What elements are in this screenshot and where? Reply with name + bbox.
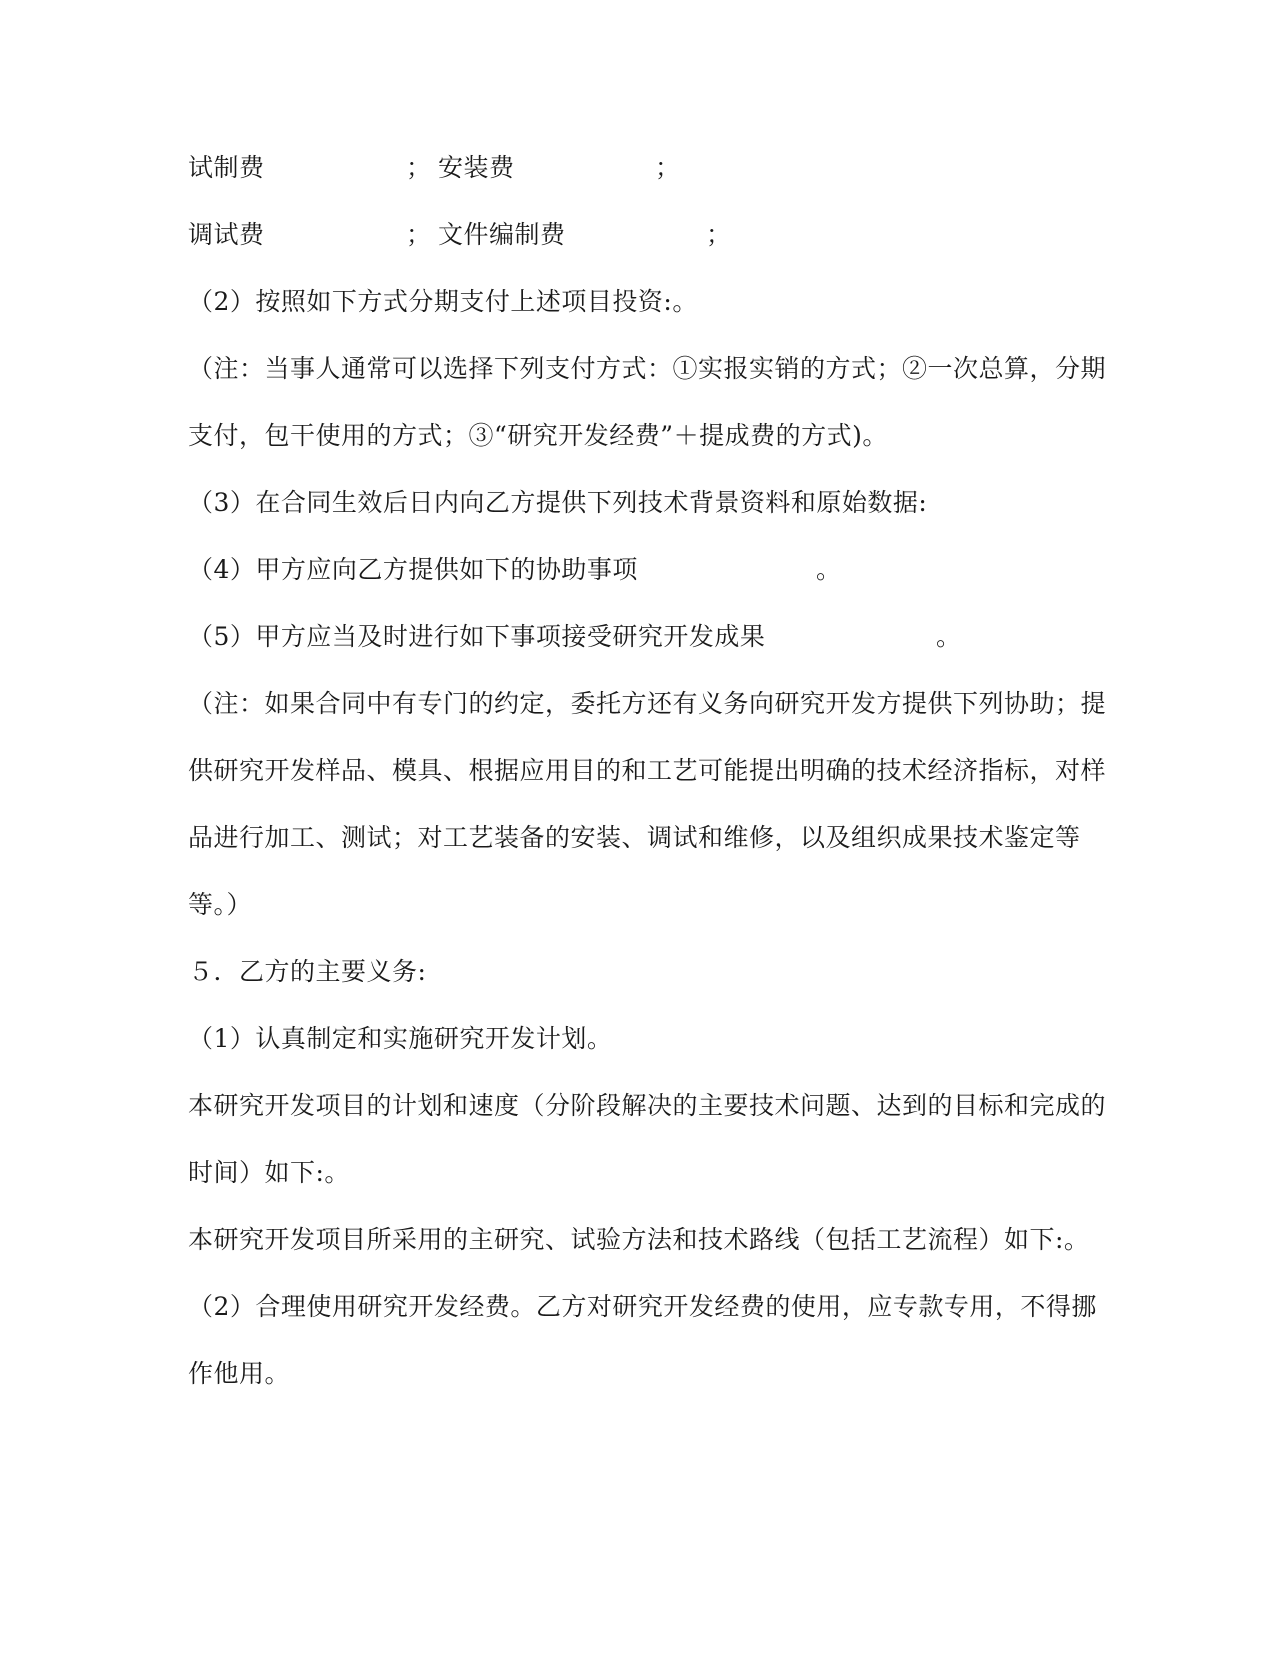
research-methods-line: 本研究开发项目所采用的主研究、试验方法和技术路线（包括工艺流程）如下:。 — [188, 1225, 1090, 1254]
note-payment-methods-line2: 支付，包干使用的方式；③“研究开发经费”＋提成费的方式)。 — [188, 421, 888, 450]
trial-production-fee-label: 试制费 — [188, 153, 265, 182]
document-preparation-fee-label: 文件编制费 — [438, 220, 566, 249]
assistance-text: （4）甲方应向乙方提供如下的协助事项 — [188, 555, 638, 584]
debugging-fee-label: 调试费 — [188, 220, 265, 249]
plan-schedule-line2: 时间）如下:。 — [188, 1158, 350, 1187]
fee-separator: ； — [706, 220, 732, 249]
note-assistance-line4: 等。） — [188, 890, 253, 919]
note-payment-methods-line1: （注：当事人通常可以选择下列支付方式：①实报实销的方式；②一次总算，分期 — [188, 354, 1107, 383]
assistance-end-mark: 。 — [816, 555, 842, 584]
installation-fee-label: 安装费 — [438, 153, 515, 182]
fee-separator: ； — [655, 153, 681, 182]
paragraph-fund-usage-line2: 作他用。 — [188, 1359, 291, 1388]
note-assistance-line1: （注：如果合同中有专门的约定，委托方还有义务向研究开发方提供下列协助；提 — [188, 689, 1107, 718]
section-5-title: ５．乙方的主要义务: — [188, 957, 427, 986]
accept-results-text: （5）甲方应当及时进行如下事项接受研究开发成果 — [188, 622, 766, 651]
paragraph-fund-usage-line1: （2）合理使用研究开发经费。乙方对研究开发经费的使用，应专款专用，不得挪 — [188, 1292, 1097, 1321]
paragraph-research-plan: （1）认真制定和实施研究开发计划。 — [188, 1024, 613, 1053]
paragraph-technical-data: （3）在合同生效后日内向乙方提供下列技术背景资料和原始数据: — [188, 488, 928, 517]
fee-separator: ； — [406, 220, 432, 249]
plan-schedule-line1: 本研究开发项目的计划和速度（分阶段解决的主要技术问题、达到的目标和完成的 — [188, 1091, 1107, 1120]
fee-separator: ； — [406, 153, 432, 182]
paragraph-installment-payment: （2）按照如下方式分期支付上述项目投资:。 — [188, 287, 698, 316]
accept-results-end-mark: 。 — [936, 622, 962, 651]
note-assistance-line3: 品进行加工、测试；对工艺装备的安装、调试和维修，以及组织成果技术鉴定等 — [188, 823, 1081, 852]
note-assistance-line2: 供研究开发样品、模具、根据应用目的和工艺可能提出明确的技术经济指标，对样 — [188, 756, 1107, 785]
